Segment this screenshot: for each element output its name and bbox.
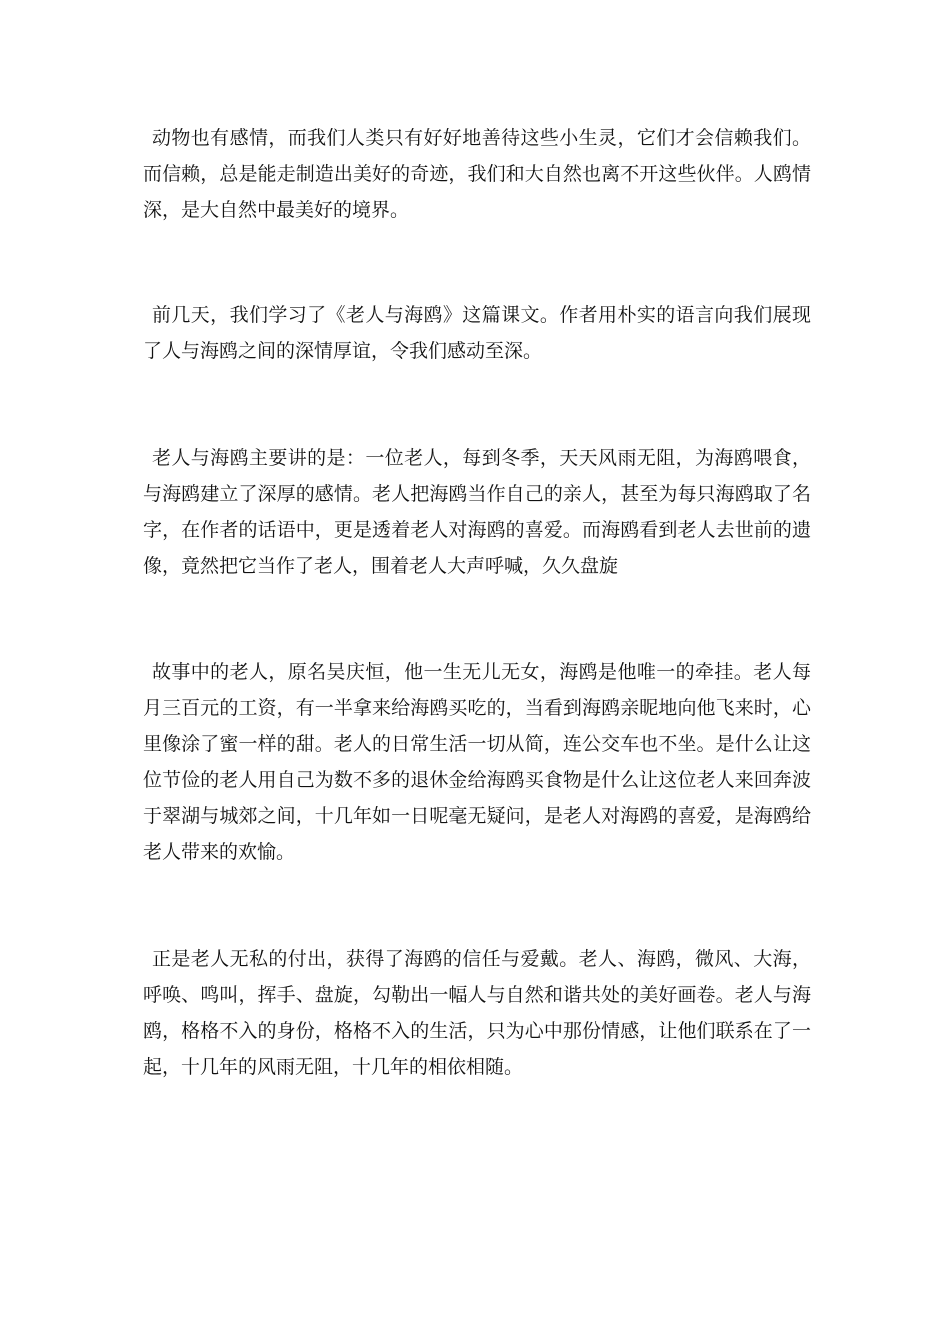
- paragraph-4: 故事中的老人，原名吴庆恒，他一生无儿无女，海鸥是他唯一的牵挂。老人每月三百元的工资，有一半拿来给海鸥买吃的，当看到海鸥亲昵地向他飞来时，心里像涂了蜜一样的甜。老人的日常生活一切从简，连公交车也不坐。是什么让这位节俭的老人用自己为数不多的退休金给海鸥买食物是什么让这位老人来回奔波于翠湖与城郊之间，十几年如一日呢毫无疑问，是老人对海鸥的喜爱，是海鸥给老人带来的欢愉。: [143, 661, 811, 863]
- paragraph-3: 老人与海鸥主要讲的是：一位老人，每到冬季，天天风雨无阻，为海鸥喂食，与海鸥建立了深厚的感情。老人把海鸥当作自己的亲人，甚至为每只海鸥取了名字，在作者的话语中，更是透着老人对海鸥的喜爱。而海鸥看到老人去世前的遗像，竟然把它当作了老人，围着老人大声呼喊，久久盘旋: [143, 447, 811, 577]
- paragraph-2: 前几天，我们学习了《老人与海鸥》这篇课文。作者用朴实的语言向我们展现了人与海鸥之间的深情厚谊，令我们感动至深。: [143, 304, 811, 362]
- paragraph-5: 正是老人无私的付出，获得了海鸥的信任与爱戴。老人、海鸥，微风、大海，呼唤、鸣叫，挥手、盘旋，勾勒出一幅人与自然和谐共处的美好画卷。老人与海鸥，格格不入的身份，格格不入的生活，只为心中那份情感，让他们联系在了一起，十几年的风雨无阻，十几年的相依相随。: [143, 948, 811, 1078]
- paragraph-1: 动物也有感情，而我们人类只有好好地善待这些小生灵，它们才会信赖我们。而信赖，总是能走制造出美好的奇迹，我们和大自然也离不开这些伙伴。人鸥情深，是大自然中最美好的境界。: [143, 127, 811, 221]
